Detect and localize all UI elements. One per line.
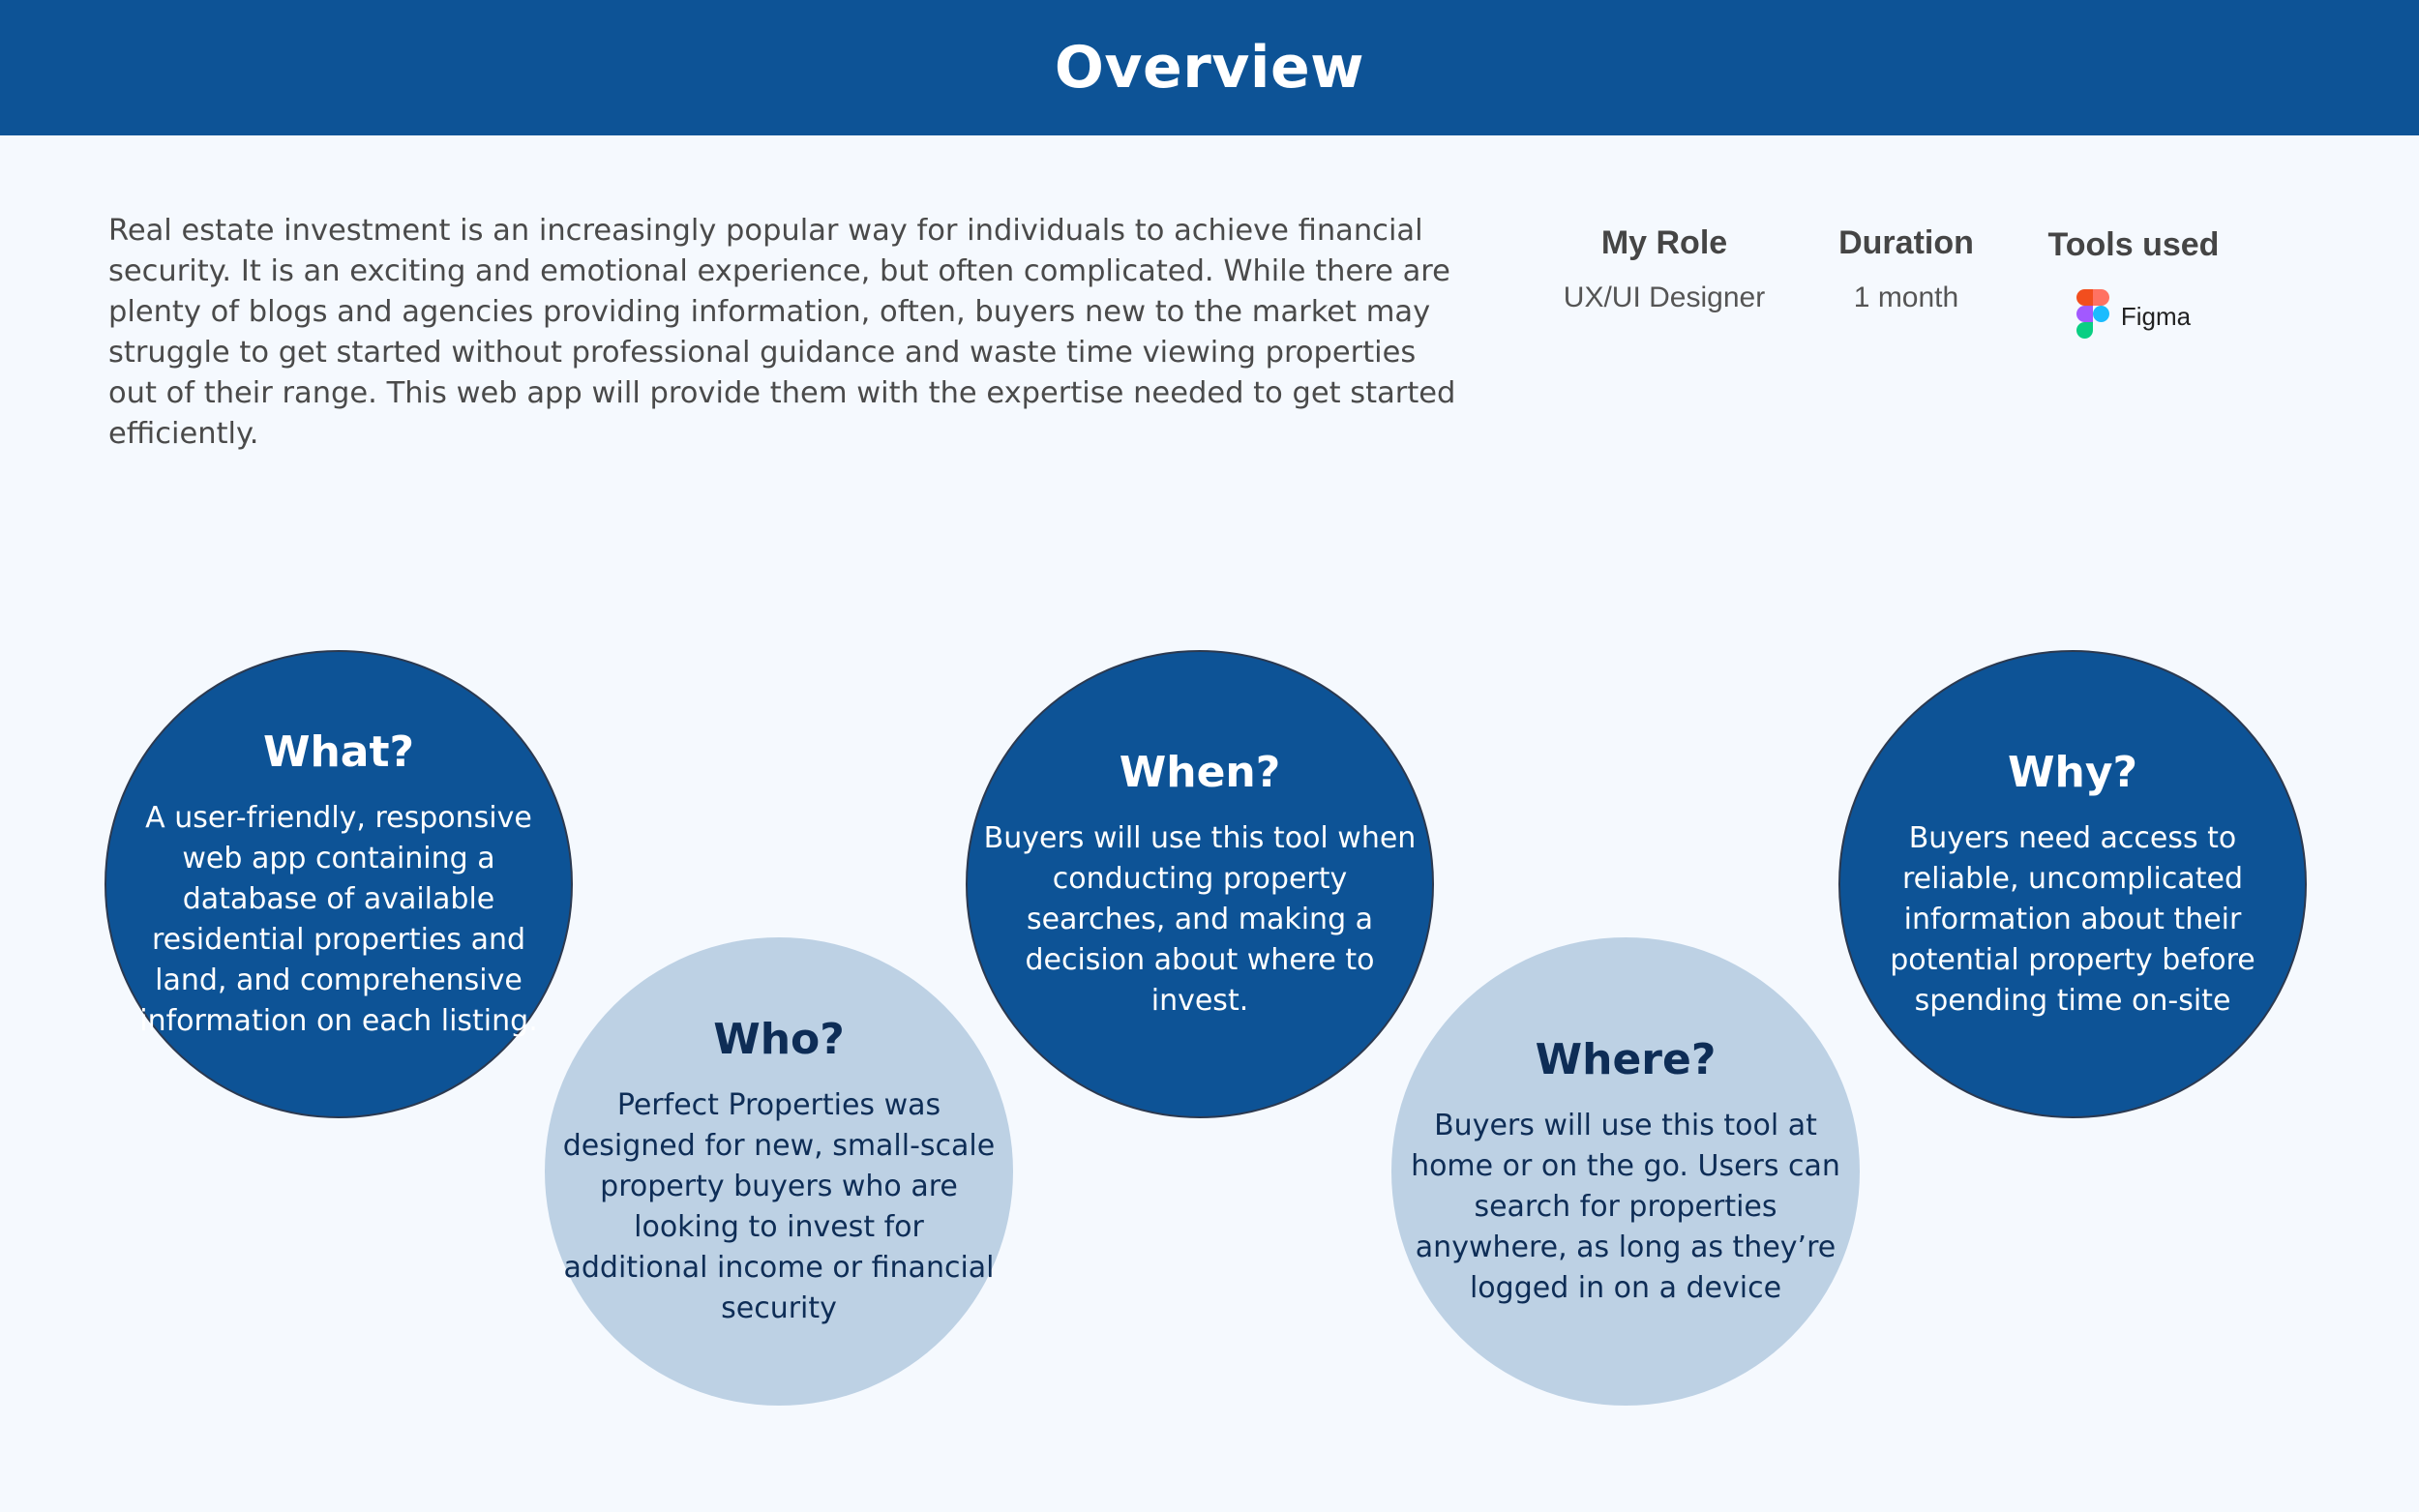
what-text: A user-friendly, responsive web app containing a database of available residential properties and land, and comprehensive information on each listing. <box>139 800 538 1038</box>
where-title: Where? <box>1535 1034 1717 1084</box>
where-circle <box>1391 937 1860 1406</box>
duration-info <box>1790 224 2022 314</box>
who-title: Who? <box>713 1014 845 1064</box>
why-title: Why? <box>2007 747 2138 797</box>
why-text: Buyers need access to reliable, uncomplicated information about their potential property before spending time on-site <box>1890 820 2255 1018</box>
intro-paragraph: Real estate investment is an increasingly popular way for individuals to achieve financial security. It is an exciting and emotional experience, but often complicated. While there are plenty of blogs and agencies providing information, often, buyers new to the market may struggle to get started without professional guidance and waste time viewing properties out of their range. This web app will provide them with the expertise needed to get started efficiently. <box>108 214 1456 451</box>
when-circle <box>966 650 1434 1118</box>
what-circle <box>105 650 573 1118</box>
role-value: UX/UI Designer <box>1563 282 1766 313</box>
duration-value: 1 month <box>1853 282 1959 313</box>
header-bar <box>0 0 2419 135</box>
figma-badge <box>2022 289 2245 343</box>
page-title: Overview <box>1054 34 1365 102</box>
tool-name: Figma <box>2120 301 2192 331</box>
why-circle <box>1838 650 2307 1118</box>
who-circle <box>545 937 1013 1406</box>
figma-logo-icon <box>2076 289 2109 343</box>
duration-label: Duration <box>1838 224 1974 261</box>
tools-label: Tools used <box>2047 226 2220 263</box>
when-text: Buyers will use this tool when conducting property searches, and making a decision about where to invest. <box>983 820 1417 1018</box>
role-info <box>1538 224 1790 314</box>
when-title: When? <box>1119 747 1281 797</box>
what-title: What? <box>262 726 415 777</box>
tools-info <box>2022 226 2245 343</box>
role-label: My Role <box>1600 224 1728 261</box>
where-text: Buyers will use this tool at home or on the go. Users can search for properties anywhere, as long as they’re logged in on a device <box>1411 1108 1840 1305</box>
who-text: Perfect Properties was designed for new, small-scale property buyers who are looking to invest for additional income or financial security <box>562 1087 996 1325</box>
